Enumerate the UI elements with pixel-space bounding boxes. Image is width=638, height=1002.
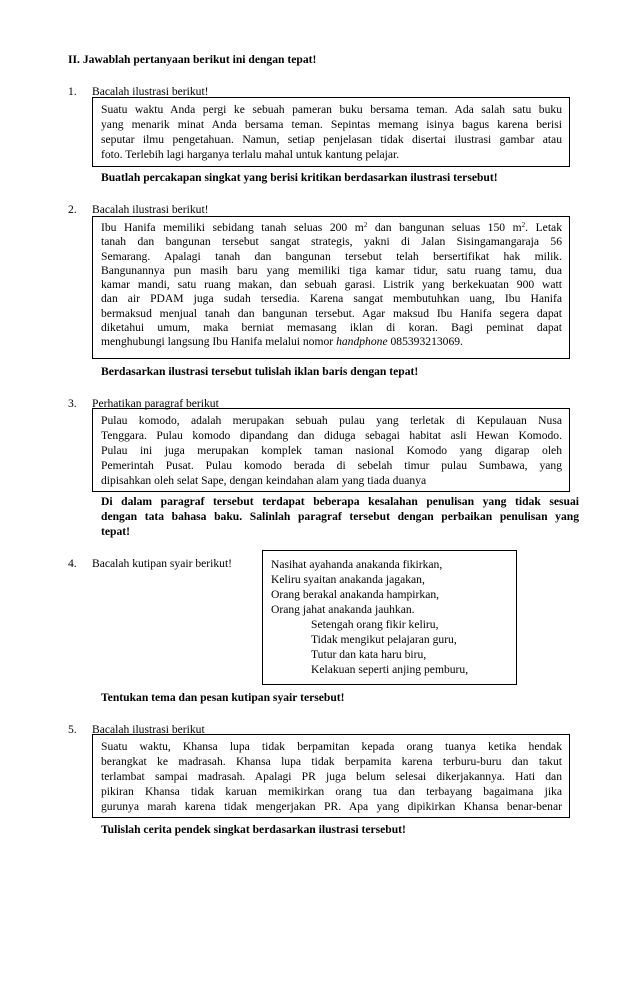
question-3-paragraph-box — [92, 408, 570, 492]
question-4-number: 4. — [68, 557, 77, 570]
question-1-line: yang menarik minat Anda bersama teman. Sepintas memang isinya bagus karena berisi — [101, 118, 562, 131]
question-1-line: Suatu waktu Anda pergi ke sebuah pameran buku bersama teman. Ada salah satu buku — [101, 103, 562, 116]
poem-line: Tutur dan kata haru biru, — [311, 648, 427, 661]
question-2-number: 2. — [68, 203, 77, 216]
question-3-number: 3. — [68, 397, 77, 410]
question-2-line: dan air PDAM juga sudah tersedia. Karena sangat membutuhkan uang, Ibu Hanifa — [101, 292, 562, 306]
question-1-number: 1. — [68, 85, 77, 98]
question-5-line: Suatu waktu, Khansa lupa tidak berpamitan kepada orang tuanya ketika hendak — [101, 740, 562, 753]
question-5-line: terlambat sampai madrasah. Apalagi PR juga belum selesai dikerjakannya. Hati dan — [101, 770, 562, 783]
question-3-instruction-line: dengan tata bahasa baku. Salinlah paragraf tersebut dengan perbaikan penulisan yang — [101, 510, 579, 523]
question-2-prompt: Bacalah ilustrasi berikut! — [92, 203, 209, 216]
question-3-line: dipisahkan oleh selat Sape, dengan keindahan alam yang tiada duanya — [101, 474, 427, 487]
question-2-illustration-box — [92, 216, 570, 359]
question-5-number: 5. — [68, 723, 77, 736]
question-2-line: kamar mandi, satu ruang makan, dan sebuah garasi. Listrik yang berkekuatan 900 watt — [101, 278, 562, 292]
poem-line: Tidak mengikut pelajaran guru, — [311, 633, 457, 646]
question-5-line: pikiran Khansa tidak karuan memikirkan orang tua dan terbayang bagaimana jika — [101, 785, 562, 798]
question-3-line: Pulau komodo, adalah merupakan sebuah pulau yang terletak di Kepulauan Nusa — [101, 414, 562, 427]
question-5-instruction: Tulislah cerita pendek singkat berdasarkan ilustrasi tersebut! — [101, 823, 406, 836]
question-3-instruction-line: tepat! — [101, 525, 130, 538]
question-2-instruction: Berdasarkan ilustrasi tersebut tulislah iklan baris dengan tepat! — [101, 365, 419, 378]
question-5-prompt: Bacalah ilustrasi berikut — [92, 723, 205, 736]
question-3-instruction — [101, 494, 579, 539]
question-1-illustration-box — [92, 97, 570, 167]
section-heading: II. Jawablah pertanyaan berikut ini dengan tepat! — [68, 53, 317, 66]
poem-line: Orang berakal anakanda hampirkan, — [271, 588, 440, 601]
question-3-line: Pemerintah Pusat. Pulau komodo berada di sebelah timur pulau Sumbawa, yang — [101, 459, 562, 472]
poem-line: Nasihat ayahanda anakanda fikirkan, — [271, 558, 443, 571]
poem-line: Orang jahat anakanda jauhkan. — [271, 603, 415, 616]
poem-line: Setengah orang fikir keliru, — [311, 618, 439, 631]
question-4-poem-box — [262, 550, 517, 685]
question-3-prompt: Perhatikan paragraf berikut — [92, 397, 219, 410]
question-2-line: Bangunannya pun masih baru yang memiliki tiga kamar tidur, satu ruang tamu, dua — [101, 263, 562, 277]
question-1-instruction: Buatlah percakapan singkat yang berisi kritikan berdasarkan ilustrasi tersebut! — [101, 171, 498, 184]
question-2-line: menghubungi langsung Ibu Hanifa melalui nomor handphone 085393213069. — [101, 335, 463, 349]
question-1-line: foto. Terlebih lagi harganya terlalu mahal untuk kantung pelajar. — [101, 148, 400, 161]
question-3-line: Tenggara. Pulau komodo dipandang dan diduga sebagai habitat asli Hewan Komodo. — [101, 429, 562, 442]
question-2-line: Ibu Hanifa memiliki sebidang tanah seluas 200 $m^2$ dan bangunan seluas 150 $m^2$. Letak — [101, 221, 562, 234]
question-5-illustration-box — [92, 734, 570, 818]
poem-line: Keliru syaitan anakanda jagakan, — [271, 573, 425, 586]
question-2-line: tanah dan bangunan tersebut sangat strategis, yakni di Jalan Sisingamangaraja 56 — [101, 235, 562, 249]
question-4-prompt: Bacalah kutipan syair berikut! — [92, 557, 233, 570]
question-2-line: diketahui umum, maka berniat memasang iklan di koran. Bagi peminat dapat — [101, 321, 562, 335]
question-3-line: Pulau ini juga merupakan komplek taman nasional Komodo yang digarap oleh — [101, 444, 562, 457]
question-2-line: bermaksud menjual tanah dan bangunan tersebut. Agar maksud Ibu Hanifa segera dapat — [101, 306, 562, 320]
question-5-line: gurunya marah karena tidak mengerjakan PR. Apa yang dipikirkan Khansa benar-benar — [101, 800, 562, 813]
question-4-instruction: Tentukan tema dan pesan kutipan syair tersebut! — [101, 691, 345, 704]
question-1-line: seputar ilmu pengetahuan. Namun, setiap penjelasan tidak disertai ilustrasi gambar atau — [101, 133, 562, 146]
question-2-line: Semarang. Apalagi tanah dan bangunan tersebut telah bersertifikat hak milik. — [101, 249, 562, 263]
question-5-line: berangkat ke madrasah. Khansa lupa tidak berpamita karena terburu-buru dan takut — [101, 755, 562, 768]
question-3-instruction-line: Di dalam paragraf tersebut terdapat beberapa kesalahan penulisan yang tidak sesuai — [101, 495, 579, 508]
question-1-prompt: Bacalah ilustrasi berikut! — [92, 85, 209, 98]
poem-line: Kelakuan seperti anjing pemburu, — [311, 663, 469, 676]
